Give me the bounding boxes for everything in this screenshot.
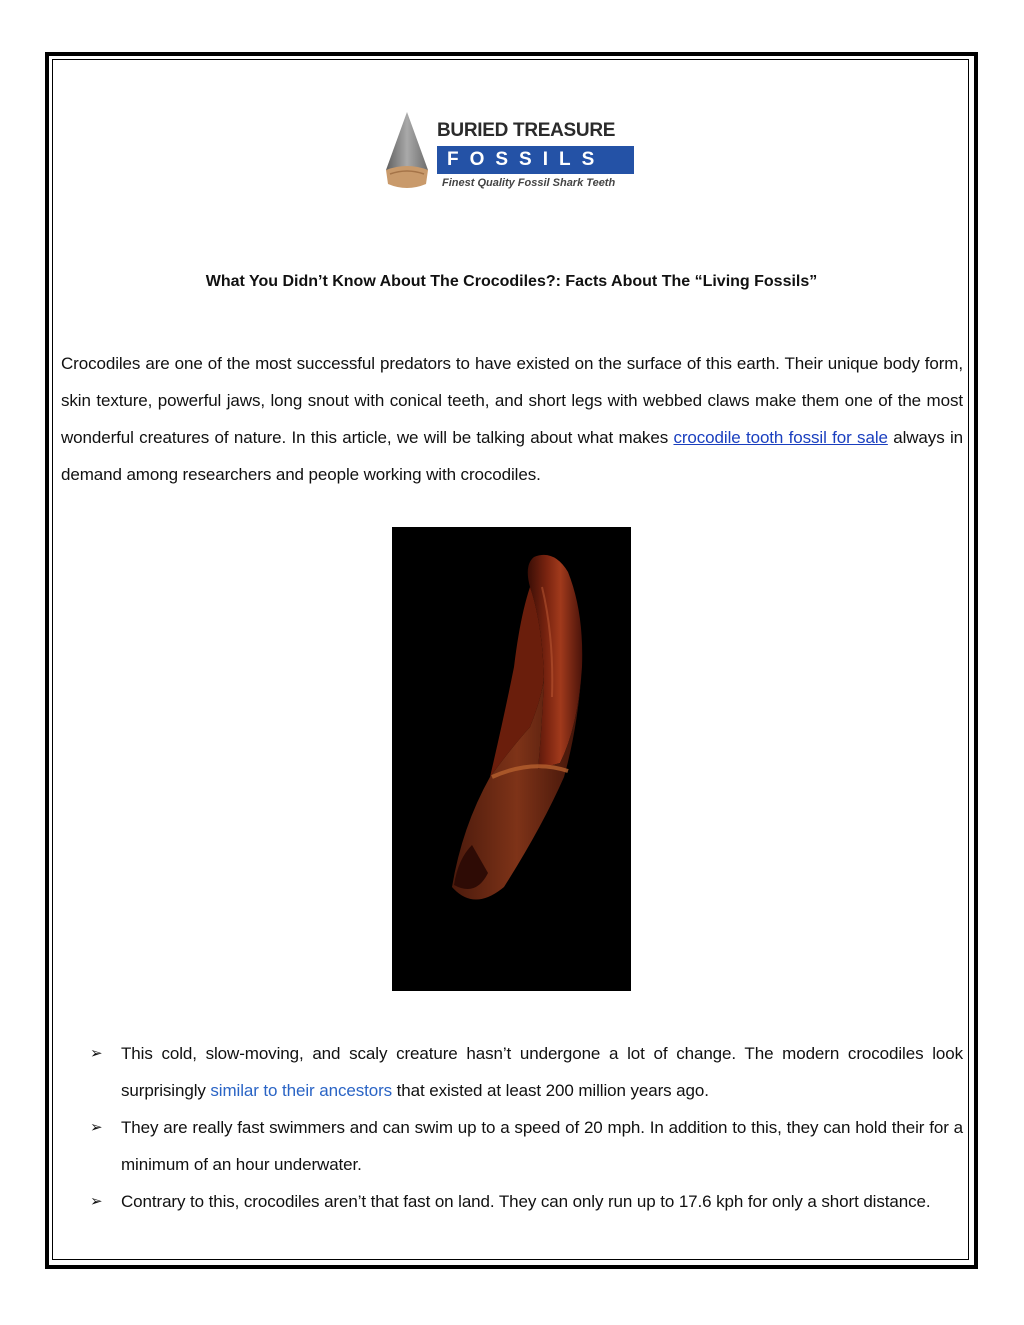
- crocodile-tooth-photo: [392, 527, 631, 991]
- arrow-bullet-icon: ➢: [90, 1192, 103, 1210]
- intro-paragraph: [61, 345, 963, 493]
- logo-subtitle-band: FOSSILS: [437, 146, 634, 174]
- article-title: What You Didn’t Know About The Crocodiles?: Facts About The “Living Fossils”: [205, 273, 818, 290]
- facts-list: [90, 1035, 963, 1220]
- fact-text: that existed at least 200 million years ago.: [392, 1081, 709, 1100]
- intro-text-before: Crocodiles are one of the most successful predators to have existed on the surface of this earth. Their unique body form, skin texture, powerful jaws, long snout with conical teeth, and short legs with webbed claws make them one of the most wonderful creatures of nature. In this article, we will be talking about what makes: [61, 354, 963, 447]
- fact-text: Contrary to this, crocodiles aren’t that fast on land. They can only run up to 17.6 kph for only a short distance.: [121, 1192, 931, 1211]
- logo-title: BURIED TREASURE: [437, 120, 616, 141]
- crocodile-tooth-link[interactable]: crocodile tooth fossil for sale: [673, 428, 888, 447]
- intro-text-after: always in demand among researchers and people working with crocodiles.: [61, 428, 963, 484]
- fact-text: They are really fast swimmers and can swim up to a speed of 20 mph. In addition to this, they can hold their for a minimum of an hour underwater.: [121, 1118, 963, 1174]
- ancestors-link[interactable]: similar to their ancestors: [210, 1081, 393, 1100]
- fact-item: [90, 1183, 963, 1220]
- crocodile-tooth-image: [392, 527, 631, 991]
- shark-tooth-logo-icon: [382, 110, 432, 192]
- logo-tagline: Finest Quality Fossil Shark Teeth: [442, 177, 616, 189]
- fact-item: [90, 1035, 963, 1109]
- fact-text: This cold, slow-moving, and scaly creature hasn’t undergone a lot of change. The modern crocodiles look surprisingly: [121, 1044, 963, 1100]
- arrow-bullet-icon: ➢: [90, 1044, 103, 1062]
- fact-item: [90, 1109, 963, 1183]
- arrow-bullet-icon: ➢: [90, 1118, 103, 1136]
- buried-treasure-fossils-logo: [382, 110, 638, 194]
